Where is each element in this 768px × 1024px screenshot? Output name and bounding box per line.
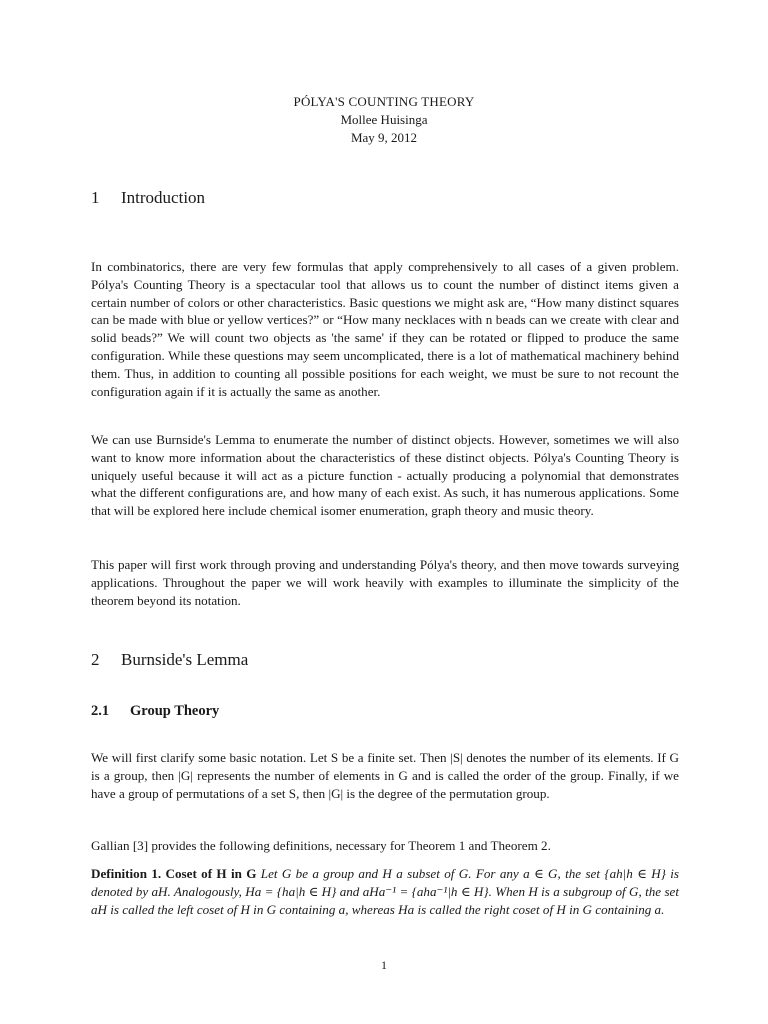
paper-title: PÓLYA'S COUNTING THEORY — [293, 94, 475, 109]
paragraph-text: We will first clarify some basic notation. Let S be a finite set. Then |S| denotes the number of its elements. If G is a group, then |G| represents the number of elements in G and is called the order of the group. Finally, if we have a group of permutations of a set S, then |G| is the degree of the permutation group. — [91, 750, 679, 801]
subsection-2-1-heading — [91, 703, 679, 720]
page-number: 1 — [381, 958, 387, 972]
intro-paragraph-3 — [91, 556, 679, 609]
paragraph-text: In combinatorics, there are very few formulas that apply comprehensively to all cases of a given problem. Pólya's Counting Theory is a spectacular tool that allows us to count the number of distinct items given a certain number of colors or other characteristics. Basic questions we might ask are, “How many distinct squares can be made with blue or yellow vertices?” or “How many necklaces with n beads can we create with clear and solid beads?” We will count two objects as 'the same' if they can be rotated or flipped to produce the same configuration. While these questions may seem uncomplicated, there is a lot of mathematical machinery behind them. Thus, in addition to counting all possible positions for each weight, we must be sure to not recount the configuration again if it is actually the same as another. — [91, 259, 679, 399]
definition-label: Definition 1. Coset of H in G — [91, 866, 257, 881]
section-2-heading — [91, 650, 679, 670]
paragraph-text: Gallian [3] provides the following definitions, necessary for Theorem 1 and Theorem 2. — [91, 838, 551, 853]
subsection-title: Group Theory — [130, 703, 220, 719]
paragraph-text: We can use Burnside's Lemma to enumerate the number of distinct objects. However, sometimes we will also want to know more information about the characteristics of these distinct objects. Pólya's Counting Theory is uniquely useful because it will act as a picture function - actually producing a polynomial that demonstrates what the different configurations are, and how many of each exist. As such, it has numerous applications. Some that will be explored here include chemical isomer enumeration, graph theory and music theory. — [91, 432, 679, 519]
section-title: Introduction — [121, 188, 206, 207]
section-number: 1 — [91, 188, 100, 207]
section-number: 2 — [91, 650, 100, 669]
section-1-heading — [91, 188, 679, 208]
definition-body — [91, 865, 679, 918]
group-theory-paragraph — [91, 749, 679, 802]
definition-1 — [91, 865, 679, 918]
gallian-paragraph — [91, 837, 679, 855]
intro-paragraph-2 — [91, 431, 679, 520]
paragraph-text: This paper will first work through proving and understanding Pólya's theory, and then move towards surveying applications. Throughout the paper we will work heavily with examples to illuminate the simplicity of the theorem beyond its notation. — [91, 557, 679, 608]
definition-text: Let G be a group and H a subset of G. For any a ∈ G, the set {ah|h ∈ H} is denoted by aH. Analogously, Ha = {ha|h ∈ H} and aHa⁻¹ = {aha⁻¹|h ∈ H}. When H is a subgroup of G, the set aH is called the left coset of H in G containing a, whereas Ha is called the right coset of H in G containing a. — [91, 866, 679, 917]
author-name: Mollee Huisinga — [340, 112, 428, 127]
section-title: Burnside's Lemma — [121, 650, 249, 669]
intro-paragraph-1 — [91, 258, 679, 400]
paper-date: May 9, 2012 — [350, 130, 418, 145]
subsection-number: 2.1 — [91, 703, 110, 719]
